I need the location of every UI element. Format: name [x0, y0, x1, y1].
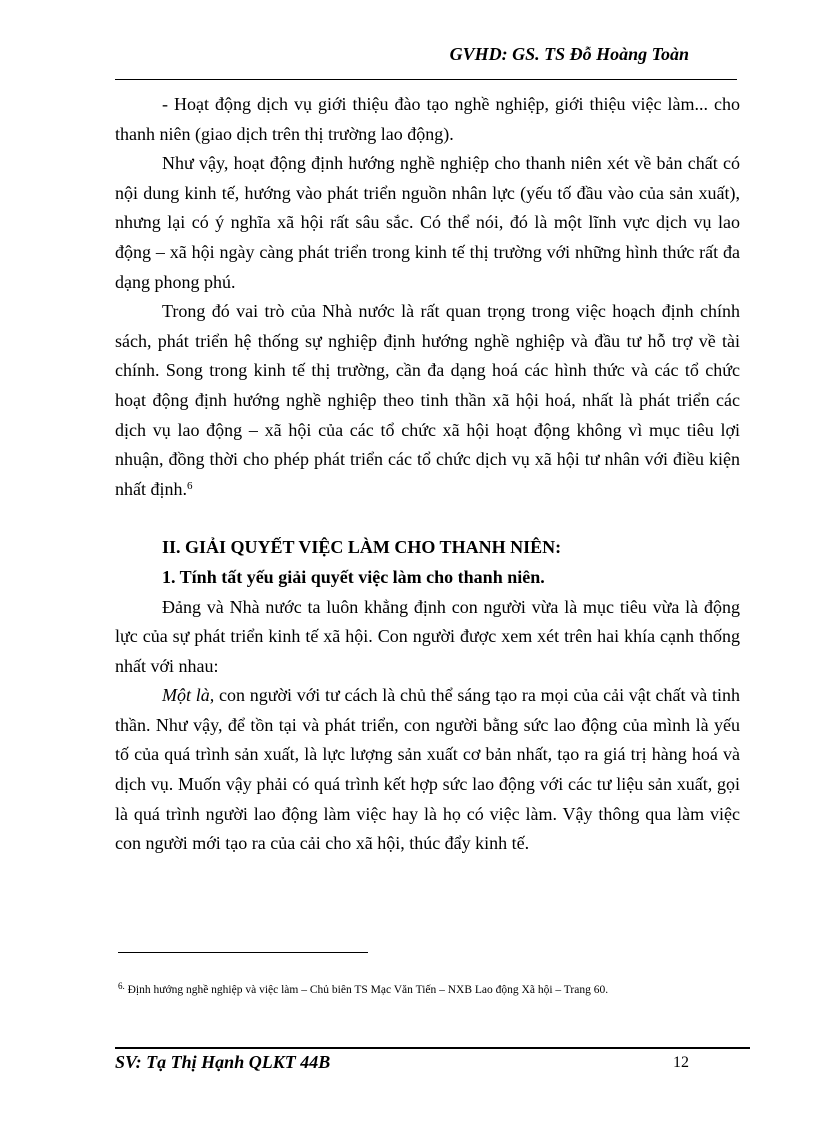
- footnote-text: Định hướng nghề nghiệp và việc làm – Chủ biên TS Mạc Văn Tiến – NXB Lao động Xã hội – Trang 60.: [124, 984, 609, 996]
- main-text: [115, 90, 740, 859]
- footnote-rule: [118, 952, 368, 953]
- paragraph-3-text: Trong đó vai trò của Nhà nước là rất quan trọng trong việc hoạch định chính sách, phát triển hệ thống sự nghiệp định hướng nghề nghiệp và đầu tư hỗ trợ về tài chính. Song trong kinh tế thị trường, cần đa dạng hoá các hình thức và các tổ chức hoạt động định hướng nghề nghiệp theo tinh thần xã hội hoá, nhất là phát triển các dịch vụ lao động – xã hội của các tổ chức xã hội hoạt động không vì mục tiêu lợi nhuận, đồng thời cho phép phát triển các tổ chức dịch vụ xã hội tư nhân với điều kiện nhất định.: [115, 301, 740, 499]
- footnote-reference: 6: [187, 479, 193, 492]
- footer-author: SV: Tạ Thị Hạnh QLKT 44B: [115, 1052, 331, 1072]
- paragraph-5-lead: Một là,: [162, 685, 215, 706]
- footer-rule: [115, 1047, 750, 1049]
- subsection-heading: 1. Tính tất yếu giải quyết việc làm cho thanh niên.: [162, 566, 545, 587]
- paragraph-4: Đảng và Nhà nước ta luôn khẳng định con người vừa là mục tiêu vừa là động lực của sự phát triển kinh tế xã hội. Con người được xem xét trên hai khía cạnh thống nhất với nhau:: [115, 596, 740, 676]
- section-heading: II. GIẢI QUYẾT VIỆC LÀM CHO THANH NIÊN:: [162, 537, 562, 558]
- footnote-number: 6.: [118, 981, 125, 991]
- section-spacer: [115, 504, 740, 533]
- paragraph-5-text: con người với tư cách là chủ thể sáng tạo ra mọi của cải vật chất và tinh thần. Như vậy, để tồn tại và phát triển, con người bằng sức lao động của mình là yếu tố của quá trình sản xuất, là lực lượng sản xuất cơ bản nhất, tạo ra giá trị hàng hoá và dịch vụ. Muốn vậy phải có quá trình kết hợp sức lao động với các tư liệu sản xuất, gọi là quá trình người lao động làm việc hay là họ có việc làm. Vậy thông qua làm việc con người mới tạo ra của cải cho xã hội, thúc đẩy kinh tế.: [115, 685, 740, 854]
- page-number: 12: [673, 1054, 689, 1071]
- paragraph-5: [115, 681, 740, 859]
- footnote: [118, 981, 743, 996]
- header-rule: [115, 79, 737, 80]
- paragraph-3: [115, 297, 740, 504]
- paragraph-1: - Hoạt động dịch vụ giới thiệu đào tạo nghề nghiệp, giới thiệu việc làm... cho thanh niên (giao dịch trên thị trường lao động).: [115, 94, 740, 144]
- page-header: GVHD: GS. TS Đỗ Hoàng Toàn: [449, 44, 689, 64]
- paragraph-2: Như vậy, hoạt động định hướng nghề nghiệp cho thanh niên xét về bản chất có nội dung kinh tế, hướng vào phát triển nguồn nhân lực (yếu tố đầu vào của sản xuất), nhưng lại có ý nghĩa xã hội rất sâu sắc. Có thể nói, đó là một lĩnh vực dịch vụ lao động – xã hội ngày càng phát triển trong kinh tế thị trường với những hình thức rất đa dạng phong phú.: [115, 153, 740, 292]
